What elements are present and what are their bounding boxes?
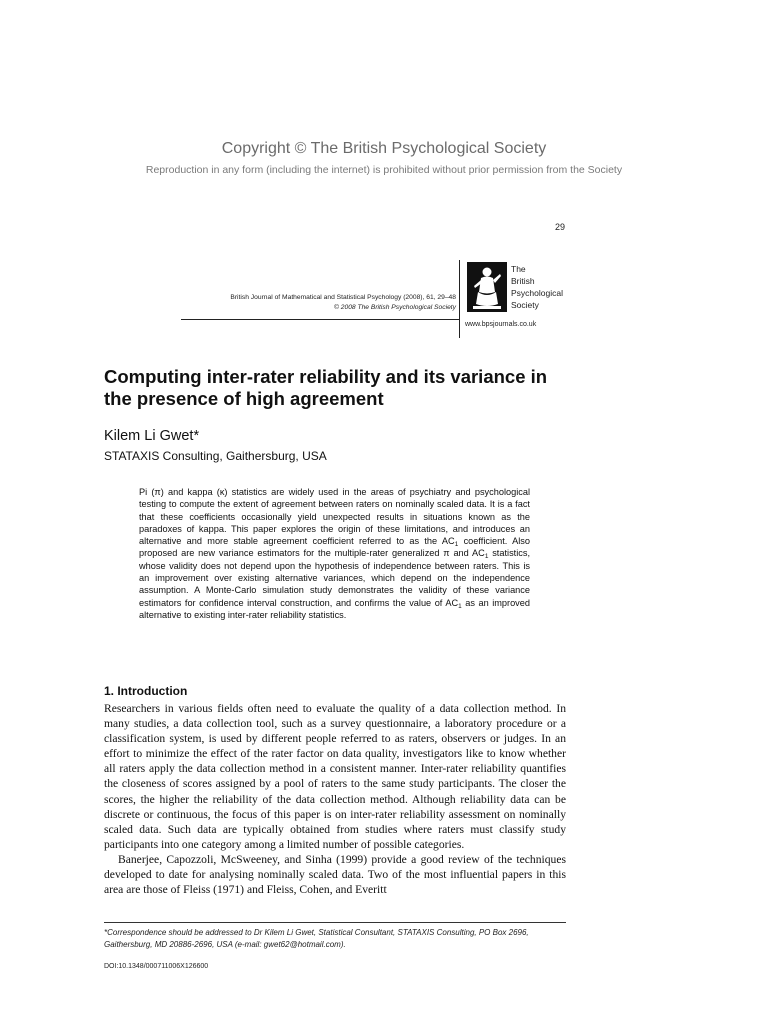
header-rule (181, 319, 460, 320)
author-affiliation: STATAXIS Consulting, Gaithersburg, USA (104, 449, 327, 463)
abstract-segment: Pi (π) and kappa (κ) statistics are widely used in the areas of psychiatry and psychological testing to compute the extent of agreement between raters on nominally scaled data. It is a fact that these coefficients occasionally yield unexpected results in situations known as the paradoxes of kappa. This paper explores the origin of these limitations, and introduces an alternative and more stable agreement coefficient referred to as the AC (139, 487, 530, 547)
journal-copyright: © 2008 The British Psychological Society (333, 304, 456, 311)
subscript: 1 (454, 541, 459, 549)
journal-citation-block (230, 293, 456, 313)
section-heading: 1. Introduction (104, 684, 188, 698)
introduction-body (104, 701, 566, 897)
journal-url[interactable]: www.bpsjournals.co.uk (465, 321, 537, 328)
article-title: Computing inter-rater reliability and its variance in the presence of high agreement (104, 366, 548, 409)
publisher-line: Psychological (511, 288, 563, 298)
copyright-notice: Copyright © The British Psychological Society (221, 140, 547, 157)
publisher-line: British (511, 276, 535, 286)
doi: DOI:10.1348/000711006X126600 (104, 963, 209, 970)
abstract (139, 486, 530, 621)
publisher-line: The (511, 264, 526, 274)
paragraph: Researchers in various fields often need to evaluate the quality of a data collection method. In many studies, a data collection tool, such as a survey questionnaire, a laboratory procedure or a classification system, is used by different people referred to as raters, observers or judges. In an effort to minimize the effect of the rater factor on data quality, investigators like to know whether all raters apply the data collection method in a consistent manner. Inter-rater reliability quantifies the closeness of scores assigned by a pool of raters to the same study participants. The closer the scores, the higher the reliability of the data collection method. Although reliability data can be discrete or continuous, the focus of this paper is on inter-rater reliability assessment on nominally scaled data. Such data are typically obtained from studies where raters must classify study participants into one category among a limited number of possible categories. (104, 702, 566, 851)
publisher-name (511, 263, 563, 311)
journal-citation: British Journal of Mathematical and Statistical Psychology (2008), 61, 29–48 (230, 294, 456, 301)
reproduction-notice: Reproduction in any form (including the internet) is prohibited without prior permission from the Society (145, 164, 623, 176)
subscript: 1 (484, 553, 489, 561)
subscript: 1 (458, 602, 462, 610)
page-number: 29 (554, 222, 565, 232)
header-divider (459, 260, 460, 338)
abstract-text (139, 486, 530, 621)
abstract-segment: coefficient. Also proposed are new variance estimators for the multiple-rater generalized π and AC (139, 536, 530, 559)
abstract-segment: as an improved alternative to existing inter-rater reliability statistics. (139, 597, 531, 620)
publisher-line: Society (511, 300, 539, 310)
footnote-rule (104, 922, 566, 923)
bps-seal-icon (467, 262, 507, 312)
author-name: Kilem Li Gwet* (104, 428, 200, 444)
correspondence-footnote: *Correspondence should be addressed to Dr Kilem Li Gwet, Statistical Consultant, STATAXIS Consulting, PO Box 2696, Gaithersburg, MD 20886-2696, USA (e-mail: gwet62@hotmail.com). (104, 928, 529, 949)
abstract-segment: statistics, whose validity does not depend upon the hypothesis of independence between raters. This is an improvement over existing alternative variances, which depend on the independence assumption. A Monte-Carlo simulation study demonstrates the validity of these variance estimators for confidence interval construction, and confirms the value of AC (139, 548, 530, 608)
paragraph: Banerjee, Capozzoli, McSweeney, and Sinha (1999) provide a good review of the techniques developed to date for analysing nominally scaled data. Two of the most influential papers in this area are those of Fleiss (1971) and Fleiss, Cohen, and Everitt (104, 852, 566, 897)
